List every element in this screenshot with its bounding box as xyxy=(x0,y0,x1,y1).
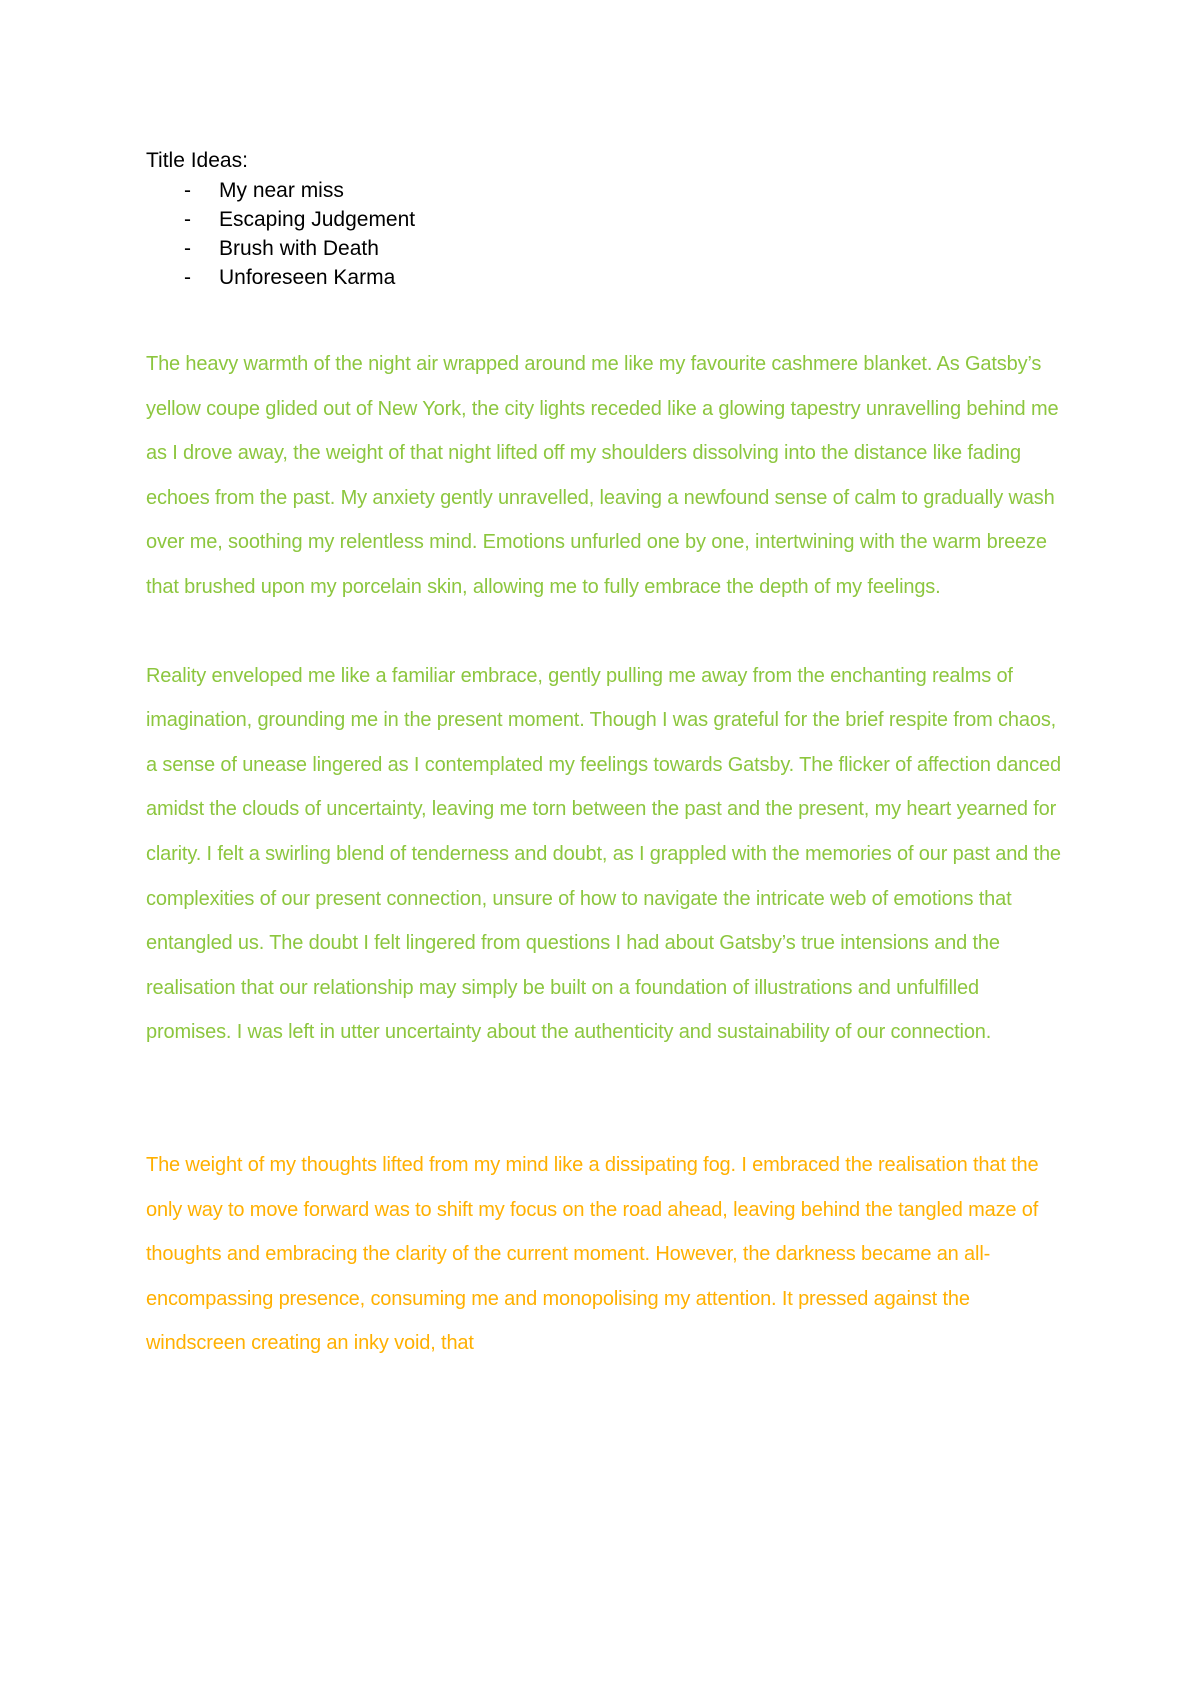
document-body xyxy=(146,146,1066,1366)
list-item xyxy=(146,205,1066,234)
title-idea-text: My near miss xyxy=(219,179,344,202)
body-paragraph-2: Reality enveloped me like a familiar embrace, gently pulling me away from the enchanting realms of imagination, grounding me in the present moment. Though I was grateful for the brief respite from chaos, a sense of unease lingered as I contemplated my feelings towards Gatsby. The flicker of affection danced amidst the clouds of uncertainty, leaving me torn between the past and the present, my heart yearned for clarity. I felt a swirling blend of tenderness and doubt, as I grappled with the memories of our past and the complexities of our present connection, unsure of how to navigate the intricate web of emotions that entangled us. The doubt I felt lingered from questions I had about Gatsby’s true intensions and the realisation that our relationship may simply be built on a foundation of illustrations and unfulfilled promises. I was left in utter uncertainty about the authenticity and sustainability of our connection. xyxy=(146,664,1061,1044)
list-bullet: - xyxy=(184,266,191,289)
title-idea-text: Unforeseen Karma xyxy=(219,266,396,289)
list-bullet: - xyxy=(184,237,191,260)
list-item xyxy=(146,176,1066,205)
body-paragraph-3: The weight of my thoughts lifted from my mind like a dissipating fog. I embraced the realisation that the only way to move forward was to shift my focus on the road ahead, leaving behind the tangled maze of thoughts and embracing the clarity of the current moment. However, the darkness became an all-encompassing presence, consuming me and monopolising my attention. It pressed against the windscreen creating an inky void, that xyxy=(146,1153,1039,1355)
title-ideas-list xyxy=(146,176,1066,292)
title-ideas-heading: Title Ideas: xyxy=(146,149,248,172)
body-paragraph-1: The heavy warmth of the night air wrapped around me like my favourite cashmere blanket. As Gatsby’s yellow coupe glided out of New York, the city lights receded like a glowing tapestry unravelling behind me as I drove away, the weight of that night lifted off my shoulders dissolving into the distance like fading echoes from the past. My anxiety gently unravelled, leaving a newfound sense of calm to gradually wash over me, soothing my relentless mind. Emotions unfurled one by one, intertwining with the warm breeze that brushed upon my porcelain skin, allowing me to fully embrace the depth of my feelings. xyxy=(146,353,1059,598)
list-item xyxy=(146,263,1066,292)
list-bullet: - xyxy=(184,208,191,231)
list-bullet: - xyxy=(184,179,191,202)
list-item xyxy=(146,234,1066,263)
title-idea-text: Escaping Judgement xyxy=(219,208,416,231)
title-idea-text: Brush with Death xyxy=(219,237,379,260)
